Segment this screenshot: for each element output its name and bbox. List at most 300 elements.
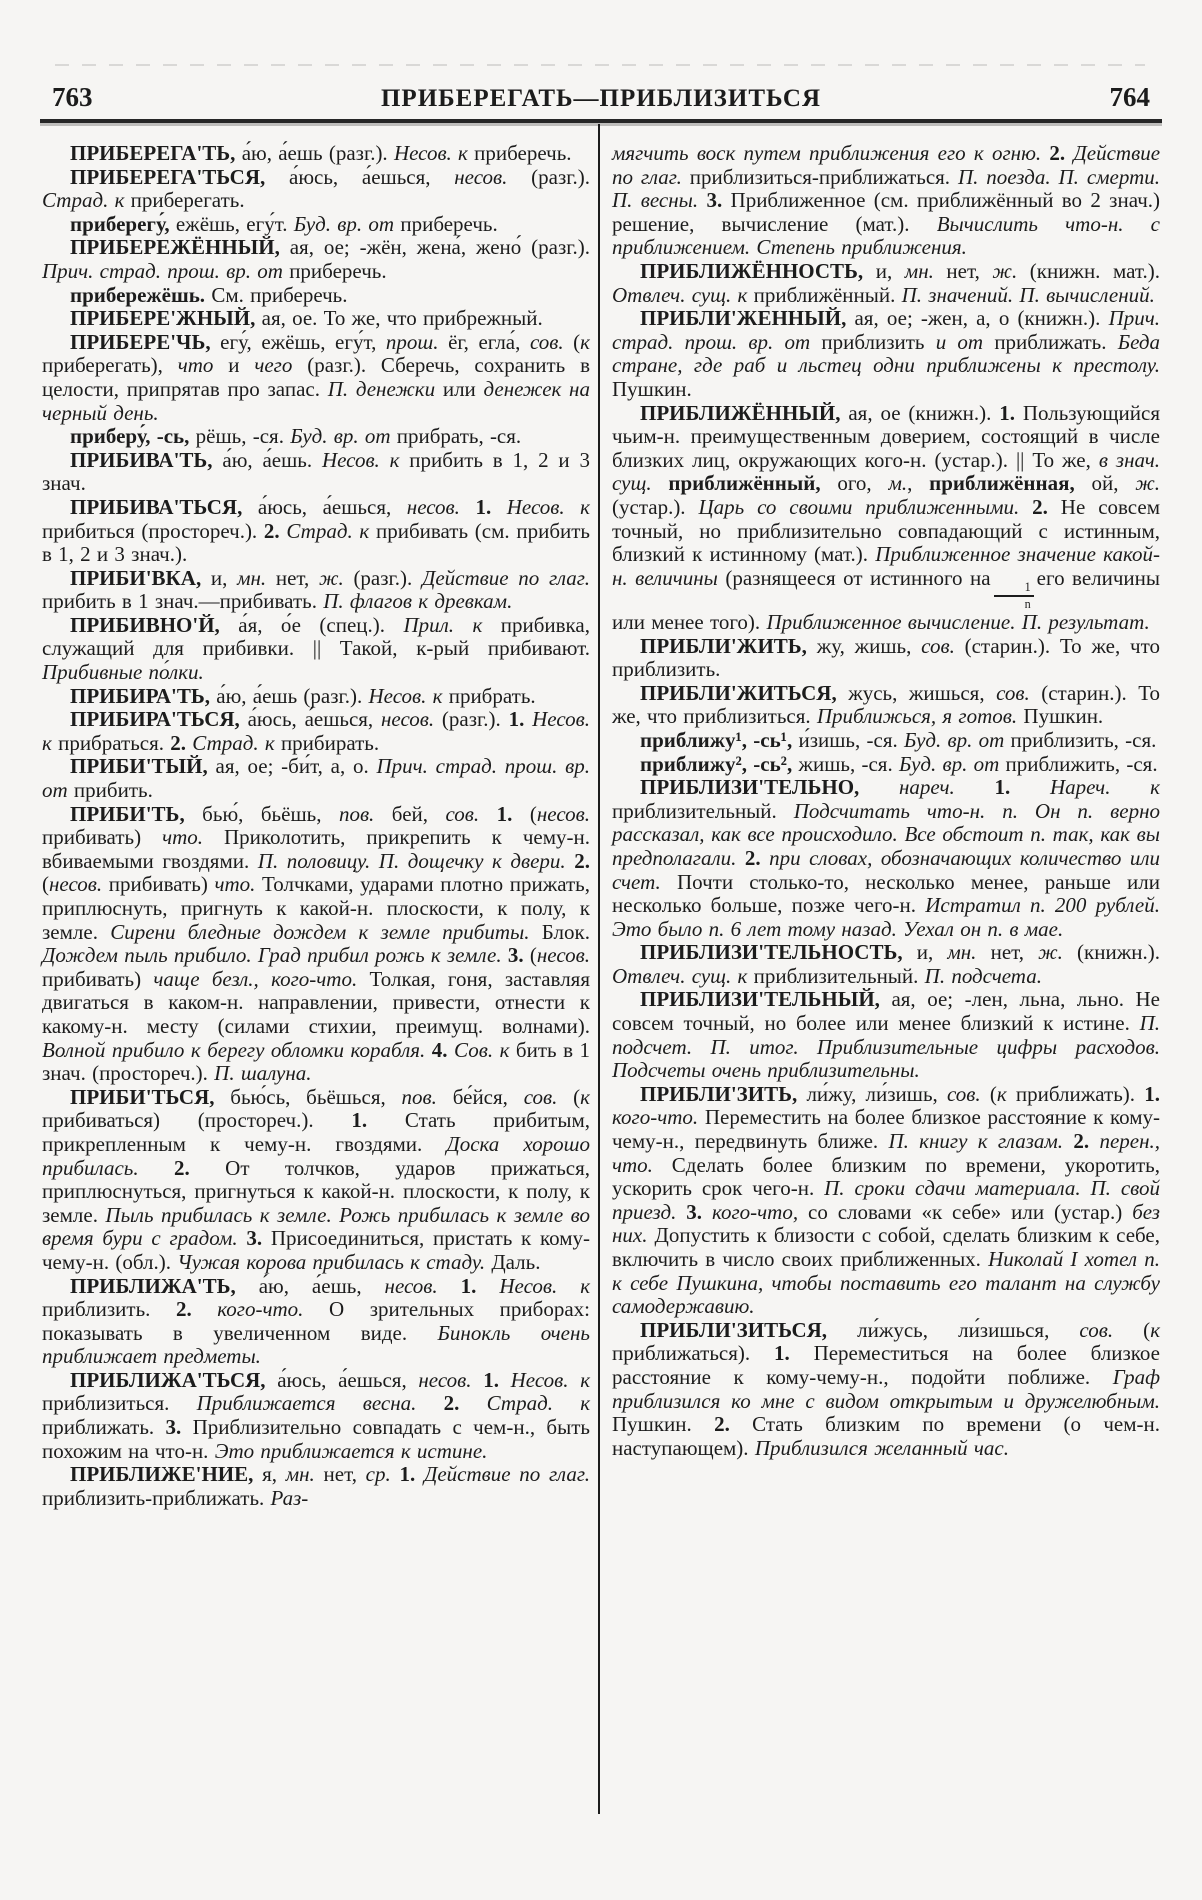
entry-text-run: Прибивные по́лки. <box>42 660 204 685</box>
entry-text-run: П. подсчета. <box>924 963 1042 988</box>
dictionary-entry <box>42 755 590 802</box>
entry-text-run: (книжн. мат.). <box>1017 258 1160 283</box>
entry-text-run: чего <box>254 353 293 378</box>
entry-text-run: пов. <box>401 1084 437 1109</box>
entry-text-run: сов. <box>1079 1317 1114 1342</box>
entry-text-run: Раз- <box>270 1485 309 1510</box>
entry-text-run: приближаться). <box>612 1341 774 1366</box>
entry-text-run: ПРИБИ'ТЬ, <box>70 801 185 826</box>
entry-text-run: ПРИБЕРЕ'ЧЬ, <box>70 329 211 354</box>
dictionary-entry <box>612 776 1160 941</box>
entry-text-run: Несов. к <box>393 141 468 165</box>
entry-text-run: ( <box>42 872 49 897</box>
entry-text-run: (книжн.). <box>1062 940 1160 965</box>
entry-text-run: бью́сь, бьёшься, <box>214 1084 402 1109</box>
entry-text-run: 1. <box>994 775 1011 800</box>
page-header <box>0 82 1202 116</box>
entry-text-run: прибивать) <box>102 872 215 897</box>
entry-text-run: прибраться. <box>51 730 171 755</box>
entry-text-run: 1. <box>1144 1081 1160 1106</box>
entry-text-run: перен., что. <box>612 1129 1160 1177</box>
entry-text-run: ПРИБЛИЗИ'ТЕЛЬНЫЙ, <box>640 987 880 1012</box>
entry-text-run <box>491 495 507 519</box>
entry-text-run: ( <box>523 943 537 968</box>
dictionary-entry <box>42 213 590 237</box>
entry-text-run: приберегу́, <box>70 211 170 236</box>
entry-text-run: Царь со своими приближенными. <box>698 494 1020 519</box>
entry-text-run: 2. <box>170 730 187 755</box>
entry-text-run: 3. <box>246 1226 263 1251</box>
entry-text-run: Это приближается к истине. <box>214 1438 488 1463</box>
entry-text-run: и от <box>935 329 984 354</box>
entry-text-run: Граф приблизился ко мне с видом открытым и дружелюбным. <box>612 1364 1160 1413</box>
entry-text-run: кого-что. <box>217 1297 304 1322</box>
entry-text-run: Сов. к <box>454 1037 510 1062</box>
entry-text-run <box>524 707 532 731</box>
entry-text-run: Стать прибитым, прикрепленным к чему-н. гвоздями. <box>42 1108 591 1156</box>
dictionary-entry <box>42 1086 590 1275</box>
entry-text-run <box>459 1391 486 1415</box>
page-number-right: 764 <box>1109 82 1150 112</box>
entry-text-run: приближать. <box>983 329 1118 354</box>
entry-text-run: и <box>213 353 255 378</box>
dictionary-entry <box>612 941 1160 988</box>
entry-text-run: Пушкин. <box>612 1412 715 1437</box>
entry-text-run: прибиваться) (простореч.). <box>42 1108 352 1133</box>
entry-text-run: ПРИБЕРЕГА'ТЬСЯ, <box>70 164 266 189</box>
entry-text-run: несов. <box>406 494 460 519</box>
entry-text-run: ёг, егла́, <box>438 329 530 354</box>
entry-text-run: Присоединиться, пристать к кому-чему-н. (обл.). <box>42 1226 590 1274</box>
entry-text-run: а́юсь, а́ешься, <box>265 1367 419 1392</box>
entry-text-run: , <box>907 471 930 496</box>
entry-text-run: несов. <box>536 801 591 826</box>
entry-text-run: Пыль прибилась к земле. Рожь прибилась к земле во время бури с градом. <box>42 1202 590 1251</box>
entry-text-run: нет, <box>976 940 1039 965</box>
entry-text-run: кого-что. <box>612 1105 699 1130</box>
entry-text-run: Буд. вр. от <box>293 211 395 236</box>
dictionary-entry <box>612 307 1160 401</box>
entry-text-run: ПРИБИВНО'Й, <box>70 612 220 637</box>
entry-text-run: ой, <box>1074 471 1136 496</box>
entry-text-run: прибить в 1 знач.—прибивать. <box>42 589 324 614</box>
entry-text-run: ПРИБЛИЗИ'ТЕЛЬНО, <box>640 775 860 800</box>
column-divider <box>598 124 600 1814</box>
entry-text-run: мн. <box>904 258 934 283</box>
entry-text-run: мн. <box>237 565 267 590</box>
dictionary-entry <box>612 1083 1160 1319</box>
dictionary-entry <box>42 685 590 709</box>
entry-text-run: ПРИБЛИЖЕ'НИЕ, <box>70 1462 254 1487</box>
left-column <box>42 142 590 1510</box>
entry-text-run: От толчков, ударов прижаться, приплюснуться, пригнуться к какой-н. плоскости, к полу, к земле. <box>42 1155 591 1227</box>
entry-text-run: сов. <box>996 680 1030 705</box>
entry-text-run: приближённый. <box>747 282 902 307</box>
entry-text-run: а́ю, а́ешь (разг.). <box>235 141 394 165</box>
entry-text-run: Страд. к <box>286 518 370 543</box>
entry-text-run: Прич. страд. прош. вр. от <box>42 754 590 803</box>
entry-text-run: нет, <box>266 565 319 590</box>
entry-text-run: Несов. к <box>368 683 443 708</box>
entry-text-run: 1. <box>773 1341 790 1366</box>
entry-text-run: См. приберечь. <box>205 282 348 307</box>
entry-text-run: ПРИБЛИЗИ'ТЕЛЬНОСТЬ, <box>640 940 903 965</box>
dictionary-entry <box>42 307 590 331</box>
entry-text-run: ср. <box>365 1462 391 1487</box>
entry-text-run: О зрительных приборах: показывать в увеличенном виде. <box>42 1297 590 1345</box>
entry-text-run: в знач. сущ. <box>612 447 1160 496</box>
entry-text-run: приблизить, -ся. <box>1004 727 1157 752</box>
entry-text-run: Прич. страд. прош. вр. от <box>42 258 283 283</box>
dictionary-entry <box>42 236 590 283</box>
entry-text-run: нет, <box>314 1462 366 1487</box>
entry-text-run: прибережёшь. <box>70 282 206 307</box>
entry-text-run: приближу¹, -сь¹, <box>640 727 793 752</box>
entry-text-run <box>416 1391 443 1415</box>
entry-text-run: 1. <box>351 1108 368 1133</box>
entry-text-run: приберу́, -сь, <box>70 424 190 449</box>
header-rule <box>40 119 1162 123</box>
entry-text-run: ж. <box>318 565 344 590</box>
entry-text-run <box>736 846 744 870</box>
entry-text-run: приберечь. <box>282 258 387 283</box>
entry-text-run: ли́жу, ли́зишь, <box>797 1081 947 1106</box>
entry-text-run: сов. <box>445 801 480 826</box>
entry-text-run: при словах, обозначающих количество или счет. <box>612 845 1161 894</box>
entry-text-run: мн. <box>947 940 977 965</box>
entry-text-run: к <box>996 1081 1007 1106</box>
entry-text-run: Подсчитать что-н. п. Он п. верно рассказал, как все происходило. Все обстоит п. так, как вы предполагали. <box>612 798 1160 870</box>
entry-text-run: ПРИБИРА'ТЬСЯ, <box>70 707 240 732</box>
entry-text-run: ли́жусь, ли́зишься, <box>827 1317 1080 1342</box>
dictionary-entry <box>42 708 590 755</box>
entry-text-run: прибивка, служащий для прибивки. || Такой, к-рый прибивают. <box>42 612 590 661</box>
entry-text-run <box>476 1274 499 1298</box>
entry-text-run: ПРИБИВА'ТЬСЯ, <box>70 494 243 519</box>
entry-text-run: 4. <box>431 1037 448 1062</box>
entry-text-run: сов. <box>523 1084 558 1109</box>
entry-text-run: (разнящееся от истинного на <box>717 565 991 590</box>
entry-text-run: Приближенное (см. приближённый во 2 знач.) решение, вычисление (мат.). <box>612 188 1161 236</box>
entry-text-run: пов. <box>338 801 375 826</box>
entry-text-run: ПРИБЕРЕГА'ТЬ, <box>70 141 236 165</box>
entry-text-run: приближать). <box>1006 1081 1145 1106</box>
entry-text-run: Бинокль очень приближает предметы. <box>42 1320 590 1369</box>
entry-text-run: Толчками, ударами плотно прижать, приплюснуть, пригнуть к какой-н. плоскости, к полу, к земле. <box>42 872 590 944</box>
entry-text-run: бить в 1 знач. (простореч.). <box>42 1037 591 1086</box>
entry-text-run: 1. <box>483 1367 499 1392</box>
entry-text-run: несов. <box>49 872 103 897</box>
running-head: ПРИБЕРЕГАТЬ—ПРИБЛИЗИТЬСЯ <box>380 85 822 112</box>
entry-text-run: ПРИБЛИ'ЖИТЬСЯ, <box>640 680 837 705</box>
dictionary-entry <box>42 284 590 308</box>
entry-text-run: жу, жишь, <box>806 633 922 658</box>
entry-text-run <box>415 1462 424 1486</box>
entry-text-run: прибивать) <box>42 966 154 991</box>
dictionary-entry <box>612 142 1160 260</box>
entry-text-run: Пушкин. <box>1017 704 1104 729</box>
entry-text-run: Приближается весна. <box>196 1391 417 1416</box>
entry-text-run <box>479 802 496 826</box>
entry-text-run: 2. <box>744 845 761 870</box>
dictionary-entry <box>612 402 1160 635</box>
entry-text-run: (разг.). Сберечь, сохранить в целости, припрятав про запас. <box>42 353 590 401</box>
entry-text-run: что. <box>162 825 204 850</box>
entry-text-run: ПРИБИ'ТЬСЯ, <box>70 1084 215 1109</box>
entry-text-run: 1. <box>399 1462 416 1487</box>
entry-text-run: ого, <box>820 471 889 496</box>
entry-text-run: приблизить <box>810 329 936 354</box>
entry-text-run: мн. <box>285 1462 315 1487</box>
entry-text-run: кого-что, <box>711 1199 799 1224</box>
entry-text-run: (устар.). <box>612 494 699 519</box>
entry-text-run: прибрать. <box>442 683 536 708</box>
entry-text-run: Толкая, гоня, заставляя двигаться в каком-н. направлении, привести, отнести к какому-н. месту (силами стихии, преимущ. волнами). <box>42 966 590 1038</box>
entry-text-run: ж. <box>1135 471 1160 496</box>
entry-text-run: бе́йся, <box>436 1084 524 1109</box>
entry-text-run: бей, <box>374 801 446 826</box>
entry-text-run: а́ю, а́ешь, <box>235 1273 385 1298</box>
entry-text-run: ( <box>1113 1317 1151 1342</box>
entry-text-run <box>955 775 995 799</box>
entry-text-run: приберечь. <box>394 211 498 236</box>
entry-text-run: 3. <box>507 943 524 968</box>
entry-text-run: мягчить воск путем приближения его к огню. <box>612 141 1042 165</box>
entry-text-run <box>499 1368 511 1392</box>
entry-text-run: Страд. к <box>192 730 275 755</box>
entry-text-run: П. шалуна. <box>214 1061 312 1086</box>
entry-text-run: Доска хорошо прибилась. <box>42 1131 590 1180</box>
entry-text-run: прибрать, -ся. <box>390 424 522 449</box>
entry-text-run: Приблизился желанный час. <box>754 1435 1009 1460</box>
entry-text-run: приближённая, <box>929 471 1075 496</box>
entry-text-run: ая, ое; -би́т, а, о. <box>207 754 377 779</box>
entry-text-run: (разг.). <box>507 164 590 189</box>
entry-text-run: 3. <box>165 1415 182 1440</box>
entry-text-run: ая, ое (книжн.). <box>840 400 1000 425</box>
entry-text-run: а́юсь, а́ешься, <box>239 707 381 732</box>
entry-text-run: Сделать более близким по времени, укоротить, ускорить срок чего-н. <box>612 1152 1160 1201</box>
entry-text-run: ж. <box>1038 940 1063 965</box>
entry-text-run: приближу², -сь², <box>640 751 793 776</box>
entry-text-run: несов. <box>384 1273 438 1298</box>
entry-text-run <box>472 1368 484 1392</box>
entry-text-run: Отвлеч. сущ. к <box>612 282 748 307</box>
entry-text-run: 1. <box>496 801 513 826</box>
entry-text-run: Николай I хотел п. к себе Пушкина, чтобы поставить его талант на службу самодержавию. <box>612 1247 1160 1319</box>
entry-text-run: приближённый, <box>668 471 821 496</box>
entry-text-run: сов. <box>921 633 955 658</box>
entry-text-run: ( <box>512 801 537 826</box>
entry-text-run: жусь, жишься, <box>836 680 997 705</box>
entry-text-run: ПРИБЛИ'ЖИТЬ, <box>640 633 807 658</box>
entry-text-run: 1. <box>460 1273 477 1298</box>
entry-text-run: Не совсем точный, но приблизительно совпадающий с истинным, близкий к истинному (мат.). <box>612 494 1160 567</box>
entry-text-run: со словами «к себе» или (устар.) <box>798 1199 1133 1224</box>
entry-text-run <box>761 846 769 870</box>
entry-text-run: ая, ое. То же, что прибрежный. <box>255 306 543 331</box>
entry-text-run: Волной прибило к берегу обломки корабля. <box>42 1037 426 1062</box>
dictionary-entry <box>42 1463 590 1510</box>
entry-text-run: Даль. <box>485 1249 541 1274</box>
entry-text-run: П. значений. П. вычислений. <box>901 282 1155 307</box>
entry-text-run: 2. <box>443 1391 460 1416</box>
entry-text-run: несов. <box>454 164 508 189</box>
entry-text-run: (разг.). <box>434 707 509 732</box>
entry-text-run <box>192 1297 218 1321</box>
entry-text-run: прибиться (простореч.). <box>42 518 264 543</box>
entry-text-run: без них. <box>612 1199 1161 1248</box>
entry-text-run: Почти столько-то, несколько менее, раньше или несколько больше, позже чего-н. <box>612 869 1160 918</box>
entry-text-run: Буд. вр. от <box>290 424 391 449</box>
entry-text-run: (старин.). То же, что приблизиться. <box>612 680 1160 729</box>
entry-text-run: (разг.). <box>343 565 422 590</box>
entry-text-run: несов. <box>536 943 590 968</box>
entry-text-run: прибить. <box>67 778 153 803</box>
entry-text-run: Беда стране, где раб и льстец одни приближены к престолу. <box>612 329 1160 378</box>
scan-noise-line <box>55 64 1145 66</box>
entry-text-run: я, <box>253 1462 286 1487</box>
entry-text-run: приберегать. <box>124 188 245 213</box>
entry-text-run: а́юсь, а́ешься, <box>265 164 455 189</box>
entry-text-run: а́ю, а́ешь (разг.). <box>210 683 369 708</box>
entry-text-run: Нареч. к <box>1049 775 1160 800</box>
entry-text-run: Пушкин. <box>612 376 692 401</box>
entry-text-run: П. денежки <box>327 376 436 401</box>
entry-text-run: несов. <box>418 1367 472 1392</box>
dictionary-entry <box>612 988 1160 1082</box>
entry-text-run: прибивать) <box>42 825 163 850</box>
entry-text-run: прош. <box>385 329 439 354</box>
entry-text-run: 2. <box>1032 494 1048 519</box>
dictionary-entry <box>612 753 1160 777</box>
entry-text-run: несов. <box>380 707 435 732</box>
entry-text-run: 3. <box>686 1199 703 1224</box>
entry-text-run: а́юсь, а́ешься, <box>242 494 407 519</box>
dictionary-entry <box>42 1369 590 1463</box>
entry-text-run <box>1019 495 1032 519</box>
entry-text-run <box>652 471 669 495</box>
entry-text-run: приблизиться. <box>42 1391 197 1416</box>
entry-text-run <box>438 1274 461 1298</box>
entry-text-run: или <box>435 376 484 401</box>
entry-text-run: 1. <box>999 400 1015 425</box>
entry-text-run: 2. <box>175 1297 192 1322</box>
entry-text-run <box>676 1200 686 1224</box>
entry-text-run: его величины или менее того). <box>612 565 1161 634</box>
entry-text-run: 2. <box>714 1412 730 1437</box>
dictionary-entry <box>42 331 590 425</box>
dictionary-entry <box>42 567 590 614</box>
entry-text-run: Приближенное значение какой-н. величины <box>612 542 1160 590</box>
entry-text-run: и, <box>201 565 238 590</box>
entry-text-run: ( <box>563 329 581 354</box>
entry-text-run: Истратил п. 200 рублей. Это было п. 6 лет тому назад. Уехал он п. в мае. <box>612 893 1160 941</box>
entry-text-run: Отвлеч. сущ. к <box>612 963 748 988</box>
entry-text-run: Сирени бледные дождем к земле прибиты. <box>110 919 530 944</box>
entry-text-run: денежек на черный день. <box>42 376 590 425</box>
dictionary-entry <box>42 496 590 567</box>
entry-text-run: Переместиться на более близкое расстояние к кому-чему-н., подойти поближе. <box>612 1341 1160 1389</box>
entry-text-run: Несов. к <box>42 707 590 755</box>
entry-text-run: егу́, ежёшь, егу́т, <box>210 329 386 354</box>
entry-text-run: ая, ое; -лен, льна, льно. Не совсем точный, но более или менее близкий к истине. <box>612 987 1160 1036</box>
entry-text-run: Переместить на более близкое расстояние к кому-чему-н., передвинуть ближе. <box>612 1105 1160 1154</box>
entry-text-run: Буд. вр. от <box>898 751 1000 776</box>
entry-text-run: 1. <box>508 707 525 732</box>
entry-text-run: приберечь. <box>467 141 572 165</box>
entry-text-run: приблизить-приближать. <box>42 1485 271 1510</box>
entry-text-run: приблизить. <box>42 1297 176 1322</box>
entry-text-run: прибить в 1, 2 и 3 знач. <box>42 447 590 496</box>
entry-text-run: чаще безл., кого-что. <box>153 966 358 991</box>
entry-text-run: Пользующийся чьим-н. преимущественным доверием, состоящий в числе близких лиц, окружающих кого-н. (устар.). || То же, <box>612 400 1160 472</box>
entry-text-run: ПРИБЛИЖЁННОСТЬ, <box>640 258 864 283</box>
fraction: $\frac{1}{n}$ <box>994 581 1034 611</box>
entry-text-run: 3. <box>706 188 723 213</box>
entry-text-run <box>702 1200 712 1224</box>
entry-text-run: 2. <box>574 848 590 873</box>
entry-text-run: П. флагов к древкам. <box>323 589 513 614</box>
entry-text-run: и, <box>902 940 948 965</box>
entry-text-run: Буд. вр. от <box>903 727 1005 752</box>
entry-text-run: нет, <box>933 258 993 283</box>
entry-text-run: ПРИБИ'ВКА, <box>70 565 202 590</box>
right-column <box>612 142 1160 1460</box>
entry-text-run: ПРИБИ'ТЫЙ, <box>70 754 208 779</box>
entry-text-run <box>460 495 476 519</box>
entry-text-run: ПРИБЛИ'ЗИТЬ, <box>640 1081 798 1106</box>
dictionary-entry <box>612 682 1160 729</box>
entry-text-run: П. книгу к глазам. <box>888 1129 1064 1154</box>
entry-text-run: Несов. к <box>510 1367 591 1392</box>
entry-text-run: Прич. страд. прош. вр. от <box>612 306 1160 354</box>
entry-text-run: жишь, -ся. <box>792 751 899 776</box>
entry-text-run: (старин.). То же, что приблизить. <box>612 633 1160 682</box>
entry-text-run <box>566 849 575 873</box>
dictionary-entry <box>42 614 590 685</box>
entry-text-run: Дождем пыль прибило. Град прибил рожь к земле. <box>42 943 502 968</box>
entry-text-run: а́я, о́е (спец.). <box>219 612 404 637</box>
entry-text-run <box>139 1156 174 1180</box>
entry-text-run: Вычислить что-н. с приближением. Степень приближения. <box>612 211 1160 260</box>
entry-text-run: приберегать), <box>42 353 178 378</box>
dictionary-entry <box>42 142 590 166</box>
entry-text-run: что <box>177 353 214 378</box>
entry-text-run: ж. <box>992 258 1018 283</box>
entry-text-run: 1. <box>475 494 492 519</box>
entry-text-run: 2. <box>1073 1129 1090 1154</box>
dictionary-entry <box>42 425 590 449</box>
entry-text-run: ая, ое; -жён, жена́, жено́ (разг.). <box>279 235 590 260</box>
entry-text-run: что. <box>214 872 256 897</box>
entry-text-run: Страд. к <box>486 1391 591 1416</box>
entry-text-run: ПРИБЕРЕЖЁННЫЙ, <box>70 235 280 260</box>
entry-text-run: ПРИБЕРЕ'ЖНЫЙ, <box>70 306 256 331</box>
entry-text-run: ( <box>980 1081 997 1106</box>
dictionary-entry <box>42 803 590 1086</box>
entry-text-run: ПРИБИРА'ТЬ, <box>70 683 210 708</box>
entry-text-run: П. половицу. П. дощечку к двери. <box>257 848 566 873</box>
entry-text-run: приближать. <box>42 1415 166 1440</box>
entry-text-run: П. сроки сдачи материала. П. свой приезд. <box>612 1176 1160 1224</box>
entry-text-run: ( <box>557 1084 581 1109</box>
entry-text-run: сов. <box>529 329 564 354</box>
entry-text-run <box>859 775 899 799</box>
entry-text-run: а́ю, а́ешь. <box>212 447 322 472</box>
entry-text-run: Действие по глаг. <box>423 1462 591 1487</box>
entry-text-run: ПРИБЛИ'ЖЕННЫЙ, <box>640 306 847 331</box>
